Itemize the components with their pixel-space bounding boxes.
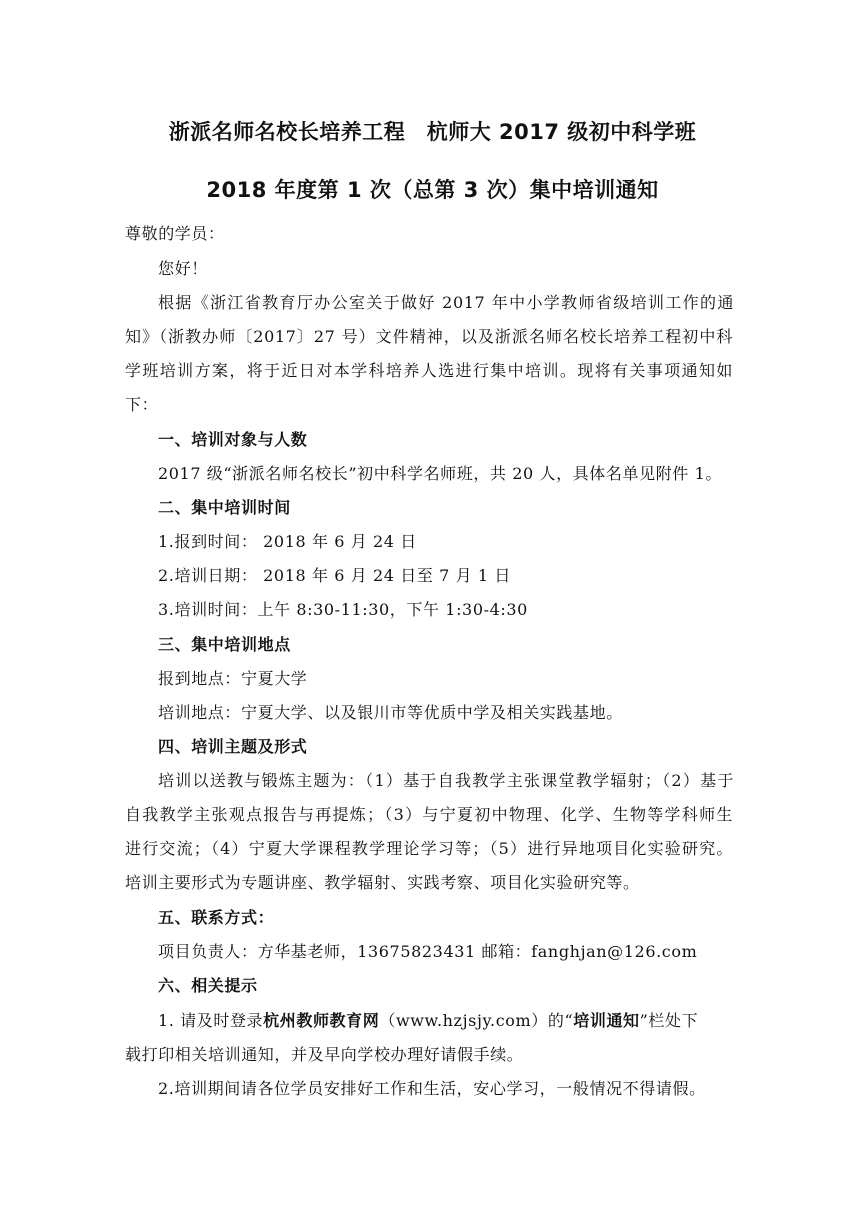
section-5-heading: 五、联系方式： [158,908,275,927]
training-dates: 2.培训日期： 2018 年 6 月 24 日至 7 月 1 日 [158,566,511,585]
section-4-line-2: 自我教学主张观点报告与再提炼；（3）与宁夏初中物理、化学、生物等学科师生 [125,805,733,824]
tip-1-text-a: 1. 请及时登录 [158,1011,264,1030]
section-1-text: 2017 级“浙派名师名校长”初中科学名师班，共 20 人，具体名单见附件 1。 [158,464,722,483]
contact-info: 项目负责人：方华基老师，13675823431 邮箱：fanghjan@126.com [158,942,698,961]
website-name-link[interactable]: 杭州教师教育网 [263,1011,380,1030]
tip-2: 2.培训期间请各位学员安排好工作和生活，安心学习，一般情况不得请假。 [158,1079,706,1098]
tip-1-text-c: （www.hzjsjy.com）的“ [379,1011,574,1030]
intro-line-1: 根据《浙江省教育厅办公室关于做好 2017 年中小学教师省级培训工作的通 [158,293,734,312]
tip-1-line-2: 载打印相关培训通知，并及早向学校办理好请假手续。 [125,1045,524,1064]
greeting: 尊敬的学员： [125,224,225,243]
section-6-heading: 六、相关提示 [158,976,258,995]
section-3-heading: 三、集中培训地点 [158,635,291,654]
section-4-line-1: 培训以送教与锻炼主题为：（1）基于自我教学主张课堂教学辐射；（2）基于 [158,771,734,790]
section-4-line-3: 进行交流；（4）宁夏大学课程教学理论学习等；（5）进行异地项目化实验研究。 [125,839,733,858]
training-location: 培训地点：宁夏大学、以及银川市等优质中学及相关实践基地。 [158,703,623,722]
section-4-heading: 四、培训主题及形式 [158,737,308,756]
report-time: 1.报到时间： 2018 年 6 月 24 日 [158,532,417,551]
section-2-heading: 二、集中培训时间 [158,498,291,517]
training-hours: 3.培训时间：上午 8:30-11:30，下午 1:30-4:30 [158,600,528,619]
intro-line-3: 学班培训方案，将于近日对本学科培养人选进行集中培训。现将有关事项通知如 [125,361,733,380]
document-title-line1: 浙派名师名校长培养工程 杭师大 2017 级初中科学班 [168,120,697,144]
tip-1-text-e: ”栏处下 [639,1011,699,1030]
report-location: 报到地点：宁夏大学 [158,669,308,688]
section-4-line-4: 培训主要形式为专题讲座、教学辐射、实践考察、项目化实验研究等。 [125,873,640,892]
intro-line-2: 知》（浙教办师〔2017〕27 号）文件精神，以及浙派名师名校长培养工程初中科 [125,327,733,346]
document-title-line2: 2018 年度第 1 次（总第 3 次）集中培训通知 [206,178,659,202]
section-1-heading: 一、培训对象与人数 [158,430,308,449]
salutation: 您好！ [158,259,208,278]
training-notice-column: 培训通知 [573,1011,640,1030]
intro-line-4: 下： [125,395,159,414]
tip-1-line-1 [158,1010,734,1032]
